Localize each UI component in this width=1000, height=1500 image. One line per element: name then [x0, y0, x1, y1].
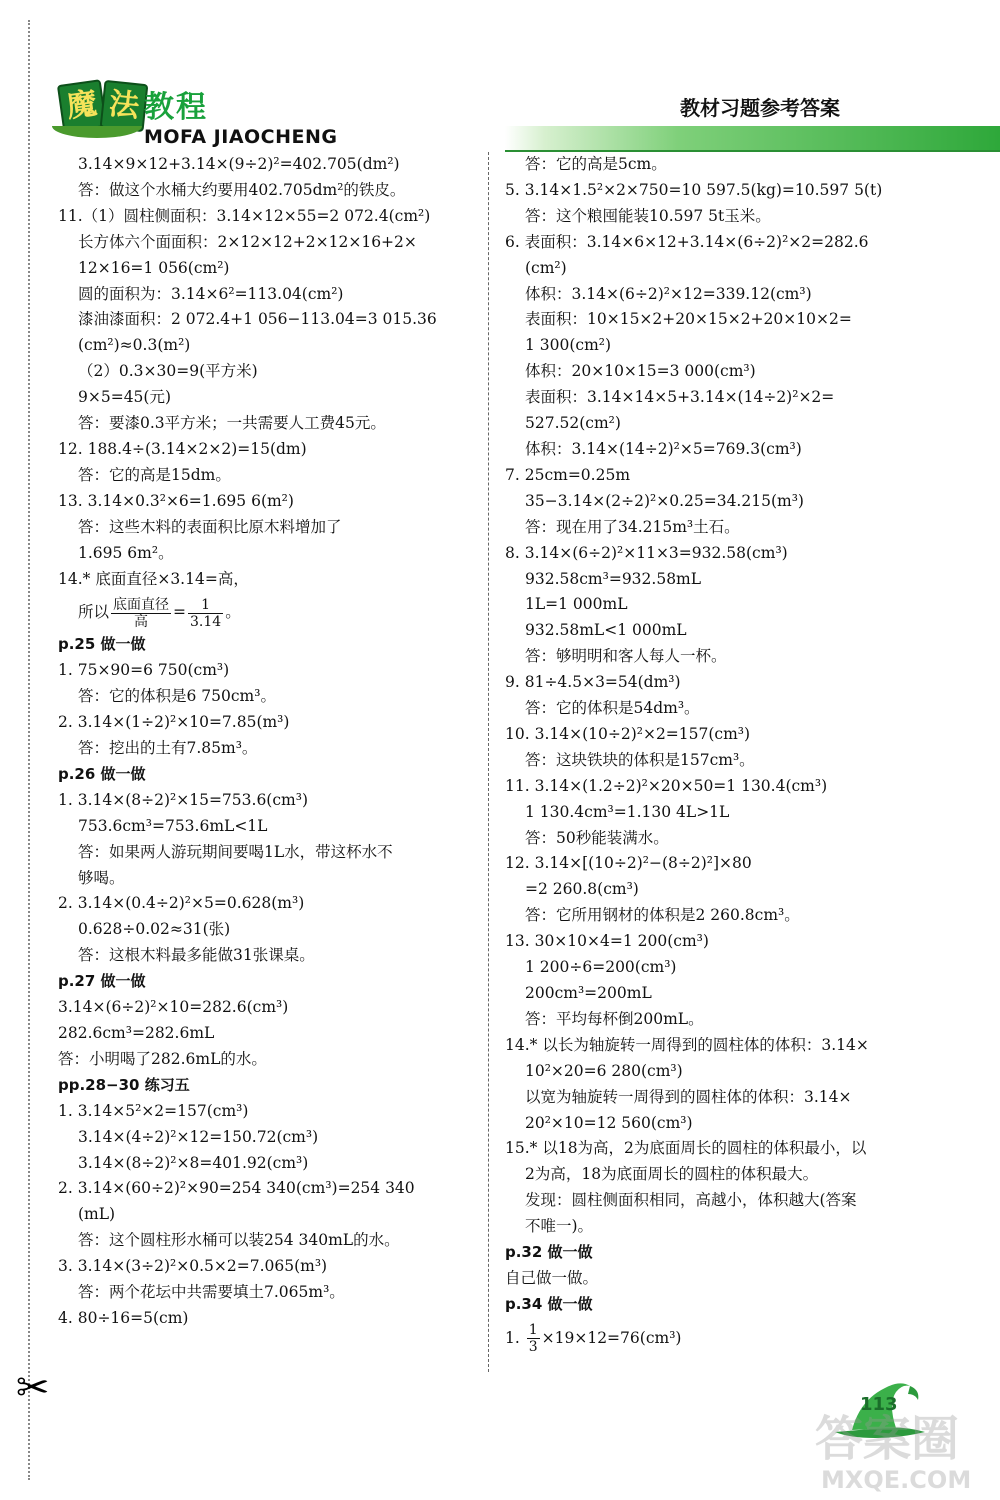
answer-line: (mL)	[78, 1205, 116, 1224]
answer-line: 长方体六个面面积：2×12×12+2×12×16+2×	[78, 232, 417, 251]
answer-line: 3.14×(6÷2)²×10=282.6(cm³)	[58, 998, 289, 1017]
answer-line: 0.628÷0.02≈31(张)	[78, 920, 231, 939]
answer-line: 7. 25cm=0.25m	[505, 465, 631, 484]
section-heading: p.26 做一做	[58, 764, 146, 783]
answer-line: 答：它的体积是54dm³。	[525, 699, 700, 718]
answer-line: 14.* 底面直径×3.14=高，	[58, 569, 249, 588]
answer-line: 答：它的高是15dm。	[78, 465, 231, 484]
answer-line: 够喝。	[78, 868, 125, 887]
answer-line: 10. 3.14×(10÷2)²×2=157(cm³)	[505, 724, 751, 743]
answer-line: 答：要漆0.3平方米；一共需要人工费45元。	[78, 414, 386, 433]
logo-char-1: 魔	[57, 79, 107, 133]
answer-line: 体积：20×10×15=3 000(cm³)	[525, 362, 756, 381]
answer-line: 932.58cm³=932.58mL	[525, 569, 702, 588]
answer-line: 答：50秒能装满水。	[525, 828, 669, 847]
scissors-icon: ✂	[16, 1365, 50, 1411]
answer-line: 答：这个圆柱形水桶可以装254 340mL的水。	[78, 1231, 400, 1250]
watermark-en: MXQE.COM	[821, 1466, 972, 1494]
answer-line: 圆的面积为：3.14×6²=113.04(cm²)	[78, 284, 344, 303]
answer-line: 答：平均每杯倒200mL。	[525, 1009, 704, 1028]
answer-line: 4. 80÷16=5(cm)	[58, 1308, 189, 1327]
section-heading: p.32 做一做	[505, 1243, 593, 1262]
answer-line: 13. 3.14×0.3²×6=1.695 6(m²)	[58, 491, 294, 510]
answer-line: 答：够明明和客人每人一杯。	[525, 647, 727, 666]
answer-line: 14.* 以长为轴旋转一周得到的圆柱体的体积：3.14×	[505, 1035, 869, 1054]
column-divider	[488, 152, 489, 1372]
answer-line: 表面积：10×15×2+20×15×2+20×10×2=	[525, 310, 852, 329]
answer-line: 答：它的高是5cm。	[525, 155, 667, 173]
section-heading: pp.28−30 练习五	[58, 1075, 190, 1094]
answer-line: 2. 3.14×(1÷2)²×10=7.85(m³)	[58, 713, 290, 732]
answer-line: 答：现在用了34.215m³土石。	[525, 517, 740, 536]
answer-line: 答：这根木料最多能做31张课桌。	[78, 946, 315, 965]
answer-line: 11.（1）圆柱侧面积：3.14×12×55=2 072.4(cm²)	[58, 206, 431, 225]
answer-line: 12×16=1 056(cm²)	[78, 258, 230, 277]
logo-text-en: MOFA JIAOCHENG	[144, 126, 338, 148]
answer-line: 15.* 以18为高，2为底面周长的圆柱的体积最小，以	[505, 1139, 867, 1158]
answer-line: 932.58mL<1 000mL	[525, 621, 687, 640]
answer-line: 753.6cm³=753.6mL<1L	[78, 816, 268, 835]
answer-line: 1 200÷6=200(cm³)	[525, 958, 677, 977]
answer-line: (cm²)	[525, 258, 567, 277]
answer-line: 答：这些木料的表面积比原木料增加了	[78, 517, 342, 536]
answer-line: 3.14×9×12+3.14×(9÷2)²=402.705(dm²)	[78, 155, 400, 173]
answer-line: 3.14×(8÷2)²×8=401.92(cm³)	[78, 1153, 309, 1172]
section-heading: p.27 做一做	[58, 972, 146, 991]
right-column	[505, 152, 925, 1358]
answer-line: 答：做这个水桶大约要用402.705dm²的铁皮。	[78, 180, 406, 199]
answer-line: 不唯一)。	[525, 1217, 594, 1236]
answer-line: 答：小明喝了282.6mL的水。	[58, 1049, 267, 1068]
answer-line: 11. 3.14×(1.2÷2)²×20×50=1 130.4(cm³)	[505, 776, 828, 795]
left-column	[58, 152, 478, 1332]
fraction-line: 1. $\frac{1}{3}$ ×19×12=76(cm³)	[505, 1322, 682, 1356]
logo-char-2: 法	[100, 80, 149, 132]
answer-line: 527.52(cm²)	[525, 414, 621, 433]
answer-line: （2）0.3×30=9(平方米)	[78, 362, 258, 381]
answer-line: 282.6cm³=282.6mL	[58, 1024, 215, 1042]
page-title: 教材习题参考答案	[680, 96, 840, 120]
answer-line: 2为高，18为底面周长的圆柱的体积最大。	[525, 1165, 819, 1184]
answer-line: 答：如果两人游玩期间要喝1L水，带这杯水不	[78, 842, 393, 861]
answer-line: 答：挖出的土有7.85m³。	[78, 739, 258, 758]
answer-line: 答：它的体积是6 750cm³。	[78, 687, 276, 706]
answer-line: 答：这个粮囤能装10.597 5t玉米。	[525, 206, 771, 225]
answer-line: 35−3.14×(2÷2)²×0.25=34.215(m³)	[525, 491, 804, 510]
answer-line: 3.14×(4÷2)²×12=150.72(cm³)	[78, 1127, 319, 1146]
page-number: 113	[860, 1394, 898, 1415]
header-green-bar	[505, 126, 1000, 152]
answer-line: 表面积：3.14×14×5+3.14×(14÷2)²×2=	[525, 388, 835, 407]
answer-line: 2. 3.14×(0.4÷2)²×5=0.628(m³)	[58, 894, 305, 913]
answer-line: 以宽为轴旋转一周得到的圆柱体的体积：3.14×	[525, 1087, 852, 1106]
watermark-cn: 答案圈	[815, 1411, 960, 1467]
watermark	[815, 1400, 1000, 1500]
logo-text-cn: 教程	[144, 90, 208, 125]
section-heading: p.25 做一做	[58, 635, 146, 654]
answer-line: 10²×20=6 280(cm³)	[525, 1061, 683, 1080]
answer-line: 9. 81÷4.5×3=54(dm³)	[505, 673, 681, 692]
answer-line: 200cm³=200mL	[525, 984, 652, 1002]
answer-line: 20²×10=12 560(cm³)	[525, 1113, 693, 1132]
answer-line: 1 300(cm²)	[525, 336, 612, 355]
answer-line: 漆油漆面积：2 072.4+1 056−113.04=3 015.36	[78, 310, 437, 329]
answer-line: 12. 188.4÷(3.14×2×2)=15(dm)	[58, 439, 307, 458]
answer-line: 答：两个花坛中共需要填土7.065m³。	[78, 1283, 345, 1302]
answer-line: 1. 3.14×(8÷2)²×15=753.6(cm³)	[58, 790, 308, 809]
answer-line: 9×5=45(元)	[78, 388, 172, 407]
answer-line: 1 130.4cm³=1.130 4L>1L	[525, 802, 730, 821]
brand-logo	[52, 78, 352, 153]
cut-line	[28, 20, 30, 1480]
answer-line: 1. 3.14×5²×2=157(cm³)	[58, 1101, 249, 1120]
section-heading: p.34 做一做	[505, 1294, 593, 1313]
answer-line: 1L=1 000mL	[525, 595, 628, 614]
fraction-line: 所以 $\frac{\text{底面直径}}{\text{高}}$ = $\frac{1}{3.14}$ 。	[78, 596, 241, 630]
answer-line: 2. 3.14×(60÷2)²×90=254 340(cm³)=254 340	[58, 1179, 415, 1198]
answer-line: 1.695 6m²。	[78, 543, 174, 562]
answer-line: (cm²)≈0.3(m²)	[78, 336, 191, 355]
answer-line: 12. 3.14×[(10÷2)²−(8÷2)²]×80	[505, 854, 752, 873]
answer-line: 发现：圆柱侧面积相同，高越小，体积越大(答案	[525, 1191, 857, 1210]
answer-line: 答：这块铁块的体积是157cm³。	[525, 750, 755, 769]
answer-line: 答：它所用钢材的体积是2 260.8cm³。	[525, 906, 800, 925]
answer-line: 体积：3.14×(6÷2)²×12=339.12(cm³)	[525, 284, 812, 303]
answer-line: 8. 3.14×(6÷2)²×11×3=932.58(cm³)	[505, 543, 788, 562]
answer-line: =2 260.8(cm³)	[525, 880, 639, 899]
answer-line: 5. 3.14×1.5²×2×750=10 597.5(kg)=10.597 5(t)	[505, 180, 883, 199]
answer-line: 13. 30×10×4=1 200(cm³)	[505, 932, 709, 951]
answer-line: 体积：3.14×(14÷2)²×5=769.3(cm³)	[525, 439, 802, 458]
answer-line: 6. 表面积：3.14×6×12+3.14×(6÷2)²×2=282.6	[505, 232, 869, 251]
answer-line: 1. 75×90=6 750(cm³)	[58, 661, 230, 680]
answer-line: 3. 3.14×(3÷2)²×0.5×2=7.065(m³)	[58, 1257, 328, 1276]
answer-line: 自己做一做。	[505, 1268, 599, 1287]
book-icon	[52, 126, 142, 138]
